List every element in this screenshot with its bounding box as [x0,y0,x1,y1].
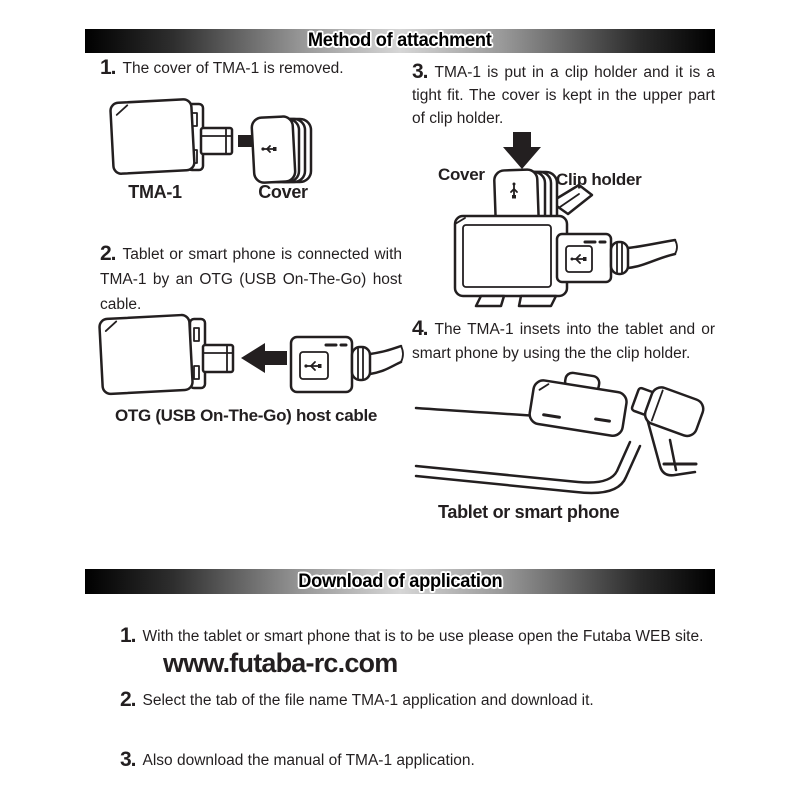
label-tma1: TMA-1 [128,182,182,202]
step-text-line: of clip holder. [412,110,504,127]
step-text-line: cable. [100,296,142,313]
download-section-header [85,569,715,594]
step-number: 3. [412,60,428,83]
label-cover: Cover [258,182,308,202]
step-text: With the tablet or smart phone that is to be use please open the Futaba WEB site. [142,628,704,645]
usb-connector-illustration [291,337,403,392]
download-step-3 [120,748,720,773]
futaba-website-url: www.futaba-rc.com [163,648,398,678]
label-tablet: Tablet or smart phone [438,502,620,522]
attachment-step-3 [412,60,715,130]
step-text-line: tight fit. The cover is kept in the upper part [412,87,715,104]
cover-illustration [251,116,311,183]
label-otg-cable: OTG (USB On-The-Go) host cable [114,406,378,425]
left-arrow-icon [241,343,287,373]
down-arrow-icon [503,132,541,169]
step-text-line: TMA-1 by an OTG (USB On-The-Go) host [100,271,402,288]
label-clip-holder: Clip holder [556,170,642,189]
tma1-cover-removal-illustration [95,92,395,187]
attachment-section-title: Method of attachment [308,30,492,51]
label-cover-upper: Cover [438,165,485,184]
tablet-mount-illustration [412,360,712,502]
step-number: 2. [100,242,116,265]
step-text-line: smart phone by using the the clip holder. [412,345,691,362]
download-step-1 [120,624,720,649]
step-text-line: The TMA-1 insets into the tablet and or [434,321,715,338]
step-number: 3. [120,748,136,771]
attachment-step-4 [412,317,715,366]
download-step-2 [120,688,720,713]
attachment-section-header [85,29,715,53]
step-text: Also download the manual of TMA-1 application. [142,752,475,769]
otg-cable-connection-illustration [90,306,402,406]
step-number: 2. [120,688,136,711]
step-text-line: Tablet or smart phone is connected with [122,246,402,263]
step-number: 1. [120,624,136,647]
clip-holder-illustration [425,130,710,315]
download-section-title: Download of application [297,570,503,592]
step-number: 1. [100,56,116,79]
step-text: Select the tab of the file name TMA-1 application and download it. [142,692,594,709]
step-text: The cover of TMA-1 is removed. [122,60,344,77]
attachment-step-1 [100,56,402,81]
step-text-line: TMA-1 is put in a clip holder and it is a [434,64,715,81]
step-number: 4. [412,317,428,340]
